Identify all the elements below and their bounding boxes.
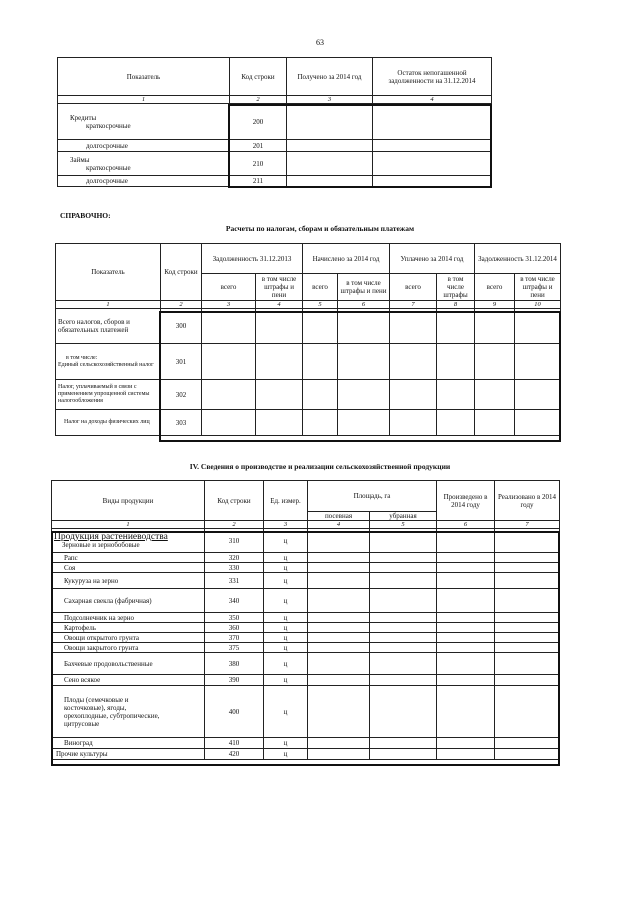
row-label: Сахарная свекла (фабричная) xyxy=(52,589,205,613)
value-cell[interactable] xyxy=(338,309,390,344)
value-cell[interactable] xyxy=(308,563,370,573)
row-label-sub: краткосрочные xyxy=(86,163,131,172)
value-cell[interactable] xyxy=(437,633,495,643)
section-title: IV. Сведения о производстве и реализации сельскохозяйственной продукции xyxy=(189,462,451,471)
value-cell[interactable] xyxy=(370,589,437,613)
row-code: 310 xyxy=(205,529,264,553)
row-label-sub: краткосрочные xyxy=(86,121,131,130)
value-cell[interactable] xyxy=(202,344,256,380)
value-cell[interactable] xyxy=(308,553,370,563)
value-cell[interactable] xyxy=(437,344,475,380)
page-number: 63 xyxy=(316,38,324,47)
row-code: 302 xyxy=(161,380,202,410)
row-code: 320 xyxy=(205,553,264,563)
col-number: 1 xyxy=(52,521,205,529)
value-cell[interactable] xyxy=(287,176,373,187)
col-number: 9 xyxy=(475,301,515,309)
header-code: Код строки xyxy=(230,58,287,96)
row-code: 350 xyxy=(205,613,264,623)
value-cell[interactable] xyxy=(308,613,370,623)
header-sold: Реализовано в 2014 году xyxy=(495,481,560,521)
value-cell[interactable] xyxy=(495,675,560,686)
value-cell[interactable] xyxy=(437,563,495,573)
value-cell[interactable] xyxy=(308,675,370,686)
value-cell[interactable] xyxy=(475,344,515,380)
value-cell[interactable] xyxy=(373,176,492,187)
value-cell[interactable] xyxy=(202,380,256,410)
value-cell[interactable] xyxy=(437,643,495,653)
col-number: 6 xyxy=(437,521,495,529)
value-cell[interactable] xyxy=(370,749,437,760)
header-code: Код строки xyxy=(205,481,264,521)
row-label: долгосрочные xyxy=(58,140,230,152)
row-label: Налог, уплачиваемый в связи с применением упрощенной системы налогообложения xyxy=(56,380,161,410)
row-code: 360 xyxy=(205,623,264,633)
value-cell[interactable] xyxy=(515,344,561,380)
col-number: 1 xyxy=(56,301,161,309)
reference-title: Расчеты по налогам, сборам и обязательным платежам xyxy=(225,224,415,233)
value-cell[interactable] xyxy=(287,152,373,176)
value-cell[interactable] xyxy=(308,589,370,613)
value-cell[interactable] xyxy=(495,623,560,633)
value-cell[interactable] xyxy=(495,553,560,563)
col-number: 5 xyxy=(370,521,437,529)
row-unit: ц xyxy=(264,553,308,563)
value-cell[interactable] xyxy=(437,553,495,563)
col-number: 3 xyxy=(264,521,308,529)
production-table xyxy=(51,480,560,760)
value-cell[interactable] xyxy=(303,410,338,436)
value-cell[interactable] xyxy=(256,309,303,344)
col-number: 1 xyxy=(58,96,230,104)
row-code: 331 xyxy=(205,573,264,589)
row-code: 330 xyxy=(205,563,264,573)
row-unit: ц xyxy=(264,623,308,633)
value-cell[interactable] xyxy=(390,380,437,410)
value-cell[interactable] xyxy=(373,104,492,140)
header-debt-end: Задолженность 31.12.2014 xyxy=(475,244,561,274)
value-cell[interactable] xyxy=(495,613,560,623)
col-number: 2 xyxy=(161,301,202,309)
row-code: 301 xyxy=(161,344,202,380)
value-cell[interactable] xyxy=(495,633,560,643)
row-code: 210 xyxy=(230,152,287,176)
subheader-fines: в том числе штрафы xyxy=(437,274,475,301)
value-cell[interactable] xyxy=(495,589,560,613)
value-cell[interactable] xyxy=(308,633,370,643)
value-cell[interactable] xyxy=(303,344,338,380)
row-code: 400 xyxy=(205,686,264,738)
row-code: 303 xyxy=(161,410,202,436)
row-unit: ц xyxy=(264,589,308,613)
value-cell[interactable] xyxy=(475,309,515,344)
value-cell[interactable] xyxy=(495,653,560,675)
value-cell[interactable] xyxy=(202,410,256,436)
col-number: 6 xyxy=(338,301,390,309)
row-label: Сено всякое xyxy=(52,675,205,686)
value-cell[interactable] xyxy=(515,380,561,410)
value-cell[interactable] xyxy=(495,529,560,553)
value-cell[interactable] xyxy=(202,309,256,344)
value-cell[interactable] xyxy=(495,643,560,653)
value-cell[interactable] xyxy=(370,563,437,573)
value-cell[interactable] xyxy=(515,309,561,344)
value-cell[interactable] xyxy=(308,573,370,589)
value-cell[interactable] xyxy=(437,623,495,633)
value-cell[interactable] xyxy=(495,749,560,760)
header-code: Код строки xyxy=(161,244,202,301)
col-number: 3 xyxy=(202,301,256,309)
value-cell[interactable] xyxy=(437,653,495,675)
row-label: Налог на доходы физических лиц xyxy=(56,410,161,436)
subheader-harvested: убранная xyxy=(370,512,437,521)
row-unit: ц xyxy=(264,653,308,675)
col-number: 4 xyxy=(256,301,303,309)
subheader-fines: в том числе штрафы и пени xyxy=(256,274,303,301)
value-cell[interactable] xyxy=(287,140,373,152)
value-cell[interactable] xyxy=(437,738,495,749)
header-unit: Ед. измер. xyxy=(264,481,308,521)
row-label: Плоды (семечковые и косточковые), ягоды, орехоплодные, субтропические, цитрусовые xyxy=(52,686,205,738)
header-indicator: Показатель xyxy=(56,244,161,301)
value-cell[interactable] xyxy=(437,410,475,436)
value-cell[interactable] xyxy=(308,738,370,749)
value-cell[interactable] xyxy=(303,380,338,410)
row-label-lead: в том числе: xyxy=(66,354,98,361)
subheader-total: всего xyxy=(303,274,338,301)
value-cell[interactable] xyxy=(338,410,390,436)
col-number: 2 xyxy=(230,96,287,104)
value-cell[interactable] xyxy=(370,738,437,749)
value-cell[interactable] xyxy=(390,309,437,344)
col-number: 5 xyxy=(303,301,338,309)
row-label xyxy=(58,104,230,140)
row-code: 211 xyxy=(230,176,287,187)
row-unit: ц xyxy=(264,573,308,589)
value-cell[interactable] xyxy=(390,344,437,380)
row-code: 410 xyxy=(205,738,264,749)
value-cell[interactable] xyxy=(373,152,492,176)
header-product-type: Виды продукции xyxy=(52,481,205,521)
row-label xyxy=(52,529,205,553)
value-cell[interactable] xyxy=(256,344,303,380)
value-cell[interactable] xyxy=(370,653,437,675)
value-cell[interactable] xyxy=(390,410,437,436)
value-cell[interactable] xyxy=(338,380,390,410)
value-cell[interactable] xyxy=(370,529,437,553)
value-cell[interactable] xyxy=(437,749,495,760)
row-unit: ц xyxy=(264,633,308,643)
value-cell[interactable] xyxy=(475,410,515,436)
value-cell[interactable] xyxy=(437,686,495,738)
value-cell[interactable] xyxy=(437,529,495,553)
row-code: 370 xyxy=(205,633,264,643)
value-cell[interactable] xyxy=(515,410,561,436)
row-code: 340 xyxy=(205,589,264,613)
row-unit: ц xyxy=(264,563,308,573)
subheader-total: всего xyxy=(390,274,437,301)
row-unit: ц xyxy=(264,613,308,623)
row-label: Рапс xyxy=(52,553,205,563)
col-number: 7 xyxy=(390,301,437,309)
subheader-total: всего xyxy=(475,274,515,301)
row-code: 300 xyxy=(161,309,202,344)
col-number: 7 xyxy=(495,521,560,529)
row-unit: ц xyxy=(264,529,308,553)
value-cell[interactable] xyxy=(370,573,437,589)
value-cell[interactable] xyxy=(437,675,495,686)
row-code: 390 xyxy=(205,675,264,686)
value-cell[interactable] xyxy=(338,344,390,380)
row-code: 201 xyxy=(230,140,287,152)
row-code: 380 xyxy=(205,653,264,675)
row-label: Овощи закрытого грунта xyxy=(52,643,205,653)
reference-label: СПРАВОЧНО: xyxy=(60,211,111,220)
row-unit: ц xyxy=(264,675,308,686)
value-cell[interactable] xyxy=(308,749,370,760)
row-unit: ц xyxy=(264,749,308,760)
value-cell[interactable] xyxy=(256,380,303,410)
value-cell[interactable] xyxy=(373,140,492,152)
row-label xyxy=(58,152,230,176)
borrowings-table xyxy=(57,57,492,187)
header-accrued: Начислено за 2014 год xyxy=(303,244,390,274)
row-label: Бахчевые продовольственные xyxy=(52,653,205,675)
row-unit: ц xyxy=(264,686,308,738)
row-code: 200 xyxy=(230,104,287,140)
subheader-fines: в том числе штрафы и пени xyxy=(515,274,561,301)
value-cell[interactable] xyxy=(475,380,515,410)
value-cell[interactable] xyxy=(495,738,560,749)
header-indicator: Показатель xyxy=(58,58,230,96)
value-cell[interactable] xyxy=(370,643,437,653)
row-label: Кукуруза на зерно xyxy=(52,573,205,589)
col-number: 4 xyxy=(373,96,492,104)
value-cell[interactable] xyxy=(437,573,495,589)
header-paid: Уплачено за 2014 год xyxy=(390,244,475,274)
row-label xyxy=(56,344,161,380)
row-label-main: Кредиты xyxy=(70,113,97,122)
row-label-main: Займы xyxy=(70,155,90,164)
header-area: Площадь, га xyxy=(308,481,437,512)
value-cell[interactable] xyxy=(308,623,370,633)
value-cell[interactable] xyxy=(370,553,437,563)
row-label: Виноград xyxy=(52,738,205,749)
value-cell[interactable] xyxy=(370,686,437,738)
row-label-main: Единый сельскохозяйственный налог xyxy=(58,361,154,368)
row-label: Прочие культуры xyxy=(52,749,205,760)
value-cell[interactable] xyxy=(495,573,560,589)
header-received: Получено за 2014 год xyxy=(287,58,373,96)
row-unit: ц xyxy=(264,643,308,653)
value-cell[interactable] xyxy=(370,675,437,686)
col-number: 2 xyxy=(205,521,264,529)
value-cell[interactable] xyxy=(308,686,370,738)
value-cell[interactable] xyxy=(370,613,437,623)
subheader-total: всего xyxy=(202,274,256,301)
value-cell[interactable] xyxy=(308,643,370,653)
row-label: Соя xyxy=(52,563,205,573)
header-produced: Произведено в 2014 году xyxy=(437,481,495,521)
value-cell[interactable] xyxy=(303,309,338,344)
col-number: 4 xyxy=(308,521,370,529)
row-code: 375 xyxy=(205,643,264,653)
subheader-fines: в том числе штрафы и пени xyxy=(338,274,390,301)
value-cell[interactable] xyxy=(370,633,437,643)
row-label: Овощи открытого грунта xyxy=(52,633,205,643)
row-unit: ц xyxy=(264,738,308,749)
value-cell[interactable] xyxy=(256,410,303,436)
header-outstanding: Остаток непогашенной задолженности на 31.12.2014 xyxy=(373,58,492,96)
value-cell[interactable] xyxy=(437,589,495,613)
value-cell[interactable] xyxy=(437,380,475,410)
value-cell[interactable] xyxy=(287,104,373,140)
value-cell[interactable] xyxy=(495,686,560,738)
value-cell[interactable] xyxy=(495,563,560,573)
value-cell[interactable] xyxy=(308,529,370,553)
row-label: Всего налогов, сборов и обязательных платежей xyxy=(56,309,161,344)
value-cell[interactable] xyxy=(308,653,370,675)
col-number: 3 xyxy=(287,96,373,104)
row-label: Подсолнечник на зерно xyxy=(52,613,205,623)
row-code: 420 xyxy=(205,749,264,760)
row-label: долгосрочные xyxy=(58,176,230,187)
row-group-heading: Продукция растениеводства xyxy=(54,531,168,542)
row-label: Картофель xyxy=(52,623,205,633)
header-debt-start: Задолженность 31.12.2013 xyxy=(202,244,303,274)
row-label-main: Зерновые и зернобобовые xyxy=(62,540,140,549)
taxes-table xyxy=(55,243,561,436)
value-cell[interactable] xyxy=(437,309,475,344)
value-cell[interactable] xyxy=(437,613,495,623)
subheader-sown: посевная xyxy=(308,512,370,521)
col-number: 8 xyxy=(437,301,475,309)
col-number: 10 xyxy=(515,301,561,309)
value-cell[interactable] xyxy=(370,623,437,633)
